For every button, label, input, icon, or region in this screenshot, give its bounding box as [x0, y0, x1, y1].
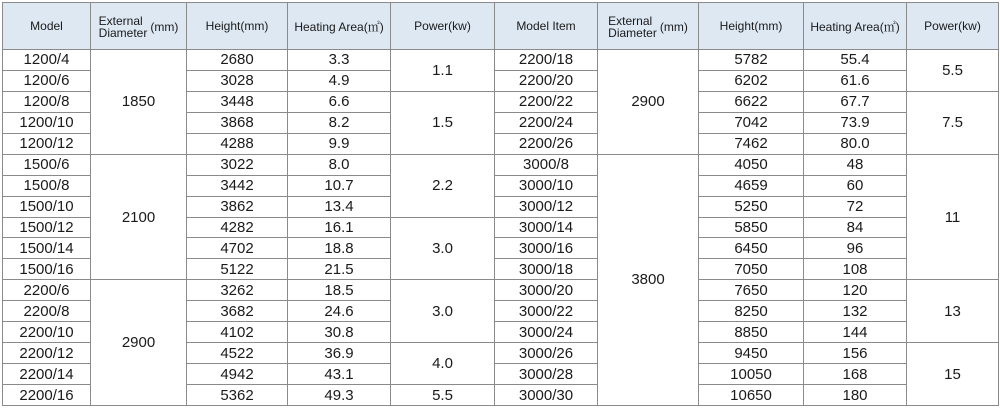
height-cell-2: 6202: [699, 70, 804, 91]
power-cell: 4.0: [391, 343, 495, 385]
height-cell-2: 5850: [699, 217, 804, 238]
header-external-diameter-2: External Diameter (mm): [598, 3, 699, 50]
heating-area-cell-2: 84: [804, 217, 907, 238]
heating-area-cell-2: 156: [804, 343, 907, 364]
diameter-cell-2: 3800: [598, 154, 699, 405]
height-cell: 3868: [187, 112, 288, 133]
height-cell: 3682: [187, 301, 288, 322]
heating-area-cell-2: 168: [804, 364, 907, 385]
model-cell: 1500/10: [3, 196, 91, 217]
height-cell: 3448: [187, 91, 288, 112]
heating-area-cell: 4.9: [288, 70, 391, 91]
model-cell: 1500/16: [3, 259, 91, 280]
power-cell: 2.2: [391, 154, 495, 217]
heating-area-cell: 3.3: [288, 50, 391, 71]
table-row: [3, 50, 999, 71]
heating-area-cell-2: 132: [804, 301, 907, 322]
model-item-cell: 3000/14: [495, 217, 598, 238]
heating-area-cell-2: 48: [804, 154, 907, 175]
height-cell-2: 7650: [699, 280, 804, 301]
height-cell: 4942: [187, 364, 288, 385]
heating-area-cell: 10.7: [288, 175, 391, 196]
height-cell-2: 4659: [699, 175, 804, 196]
heating-area-cell-2: 120: [804, 280, 907, 301]
height-cell: 5362: [187, 385, 288, 406]
power-cell-2: 7.5: [907, 91, 999, 154]
model-cell: 2200/10: [3, 322, 91, 343]
height-cell: 4282: [187, 217, 288, 238]
diameter-cell: 1850: [91, 50, 187, 155]
power-cell-2: 13: [907, 280, 999, 343]
heating-area-cell-2: 61.6: [804, 70, 907, 91]
diameter-cell: 2100: [91, 154, 187, 280]
heating-area-cell-2: 144: [804, 322, 907, 343]
model-item-cell: 3000/8: [495, 154, 598, 175]
height-cell: 4702: [187, 238, 288, 259]
power-cell: 3.0: [391, 280, 495, 343]
power-cell-2: 11: [907, 154, 999, 280]
spec-table: [2, 2, 999, 406]
heating-area-cell: 30.8: [288, 322, 391, 343]
heating-area-cell: 49.3: [288, 385, 391, 406]
height-cell: 3022: [187, 154, 288, 175]
model-item-cell: 3000/12: [495, 196, 598, 217]
model-cell: 1200/6: [3, 70, 91, 91]
model-cell: 2200/14: [3, 364, 91, 385]
model-cell: 2200/8: [3, 301, 91, 322]
model-cell: 2200/12: [3, 343, 91, 364]
heating-area-cell-2: 67.7: [804, 91, 907, 112]
model-cell: 1200/12: [3, 133, 91, 154]
height-cell-2: 6450: [699, 238, 804, 259]
model-cell: 1500/12: [3, 217, 91, 238]
power-cell: 1.5: [391, 91, 495, 154]
height-cell: 4102: [187, 322, 288, 343]
power-cell: 1.1: [391, 50, 495, 92]
model-item-cell: 2200/20: [495, 70, 598, 91]
model-item-cell: 3000/24: [495, 322, 598, 343]
heating-area-cell-2: 72: [804, 196, 907, 217]
model-cell: 1200/8: [3, 91, 91, 112]
heating-area-cell: 24.6: [288, 301, 391, 322]
power-cell: 3.0: [391, 217, 495, 280]
height-cell-2: 8850: [699, 322, 804, 343]
model-item-cell: 2200/26: [495, 133, 598, 154]
heating-area-cell: 8.2: [288, 112, 391, 133]
heating-area-cell-2: 73.9: [804, 112, 907, 133]
height-cell: 3028: [187, 70, 288, 91]
model-item-cell: 3000/22: [495, 301, 598, 322]
model-item-cell: 3000/18: [495, 259, 598, 280]
height-cell-2: 6622: [699, 91, 804, 112]
model-item-cell: 3000/30: [495, 385, 598, 406]
header-power-2: Power(kw): [907, 3, 999, 50]
model-item-cell: 3000/26: [495, 343, 598, 364]
heating-area-cell: 13.4: [288, 196, 391, 217]
heating-area-cell: 6.6: [288, 91, 391, 112]
heating-area-cell: 43.1: [288, 364, 391, 385]
height-cell-2: 5782: [699, 50, 804, 71]
header-height-2: Height(mm): [699, 3, 804, 50]
model-item-cell: 3000/28: [495, 364, 598, 385]
height-cell: 4288: [187, 133, 288, 154]
model-cell: 1500/6: [3, 154, 91, 175]
height-cell-2: 7462: [699, 133, 804, 154]
heating-area-cell-2: 60: [804, 175, 907, 196]
heating-area-cell: 8.0: [288, 154, 391, 175]
diameter-cell-2: 2900: [598, 50, 699, 155]
heating-area-cell: 36.9: [288, 343, 391, 364]
header-model: Model: [3, 3, 91, 50]
height-cell: 3862: [187, 196, 288, 217]
heating-area-cell: 18.5: [288, 280, 391, 301]
header-heating-area-2: Heating Area(㎡): [804, 3, 907, 50]
model-cell: 2200/16: [3, 385, 91, 406]
model-item-cell: 2200/24: [495, 112, 598, 133]
heating-area-cell-2: 180: [804, 385, 907, 406]
header-height: Height(mm): [187, 3, 288, 50]
height-cell-2: 9450: [699, 343, 804, 364]
power-cell-2: 15: [907, 343, 999, 406]
height-cell-2: 7042: [699, 112, 804, 133]
heating-area-cell: 21.5: [288, 259, 391, 280]
height-cell-2: 8250: [699, 301, 804, 322]
model-item-cell: 3000/16: [495, 238, 598, 259]
model-item-cell: 3000/10: [495, 175, 598, 196]
heating-area-cell-2: 108: [804, 259, 907, 280]
heating-area-cell: 18.8: [288, 238, 391, 259]
header-external-diameter: External Diameter (mm): [91, 3, 187, 50]
height-cell-2: 7050: [699, 259, 804, 280]
height-cell-2: 4050: [699, 154, 804, 175]
header-row: [3, 3, 999, 50]
model-cell: 2200/6: [3, 280, 91, 301]
height-cell: 4522: [187, 343, 288, 364]
heating-area-cell: 9.9: [288, 133, 391, 154]
model-cell: 1200/4: [3, 50, 91, 71]
table-row: [3, 154, 999, 175]
height-cell: 3442: [187, 175, 288, 196]
table-row: [3, 280, 999, 301]
heating-area-cell-2: 80.0: [804, 133, 907, 154]
height-cell: 5122: [187, 259, 288, 280]
height-cell: 3262: [187, 280, 288, 301]
height-cell: 2680: [187, 50, 288, 71]
heating-area-cell-2: 96: [804, 238, 907, 259]
heating-area-cell: 16.1: [288, 217, 391, 238]
heating-area-cell-2: 55.4: [804, 50, 907, 71]
model-cell: 1500/14: [3, 238, 91, 259]
model-item-cell: 2200/18: [495, 50, 598, 71]
header-heating-area: Heating Area(㎡): [288, 3, 391, 50]
model-item-cell: 2200/22: [495, 91, 598, 112]
power-cell-2: 5.5: [907, 50, 999, 92]
model-item-cell: 3000/20: [495, 280, 598, 301]
height-cell-2: 5250: [699, 196, 804, 217]
power-cell: 5.5: [391, 385, 495, 406]
diameter-cell: 2900: [91, 280, 187, 406]
height-cell-2: 10050: [699, 364, 804, 385]
model-cell: 1500/8: [3, 175, 91, 196]
height-cell-2: 10650: [699, 385, 804, 406]
header-model-item: Model Item: [495, 3, 598, 50]
model-cell: 1200/10: [3, 112, 91, 133]
header-power: Power(kw): [391, 3, 495, 50]
